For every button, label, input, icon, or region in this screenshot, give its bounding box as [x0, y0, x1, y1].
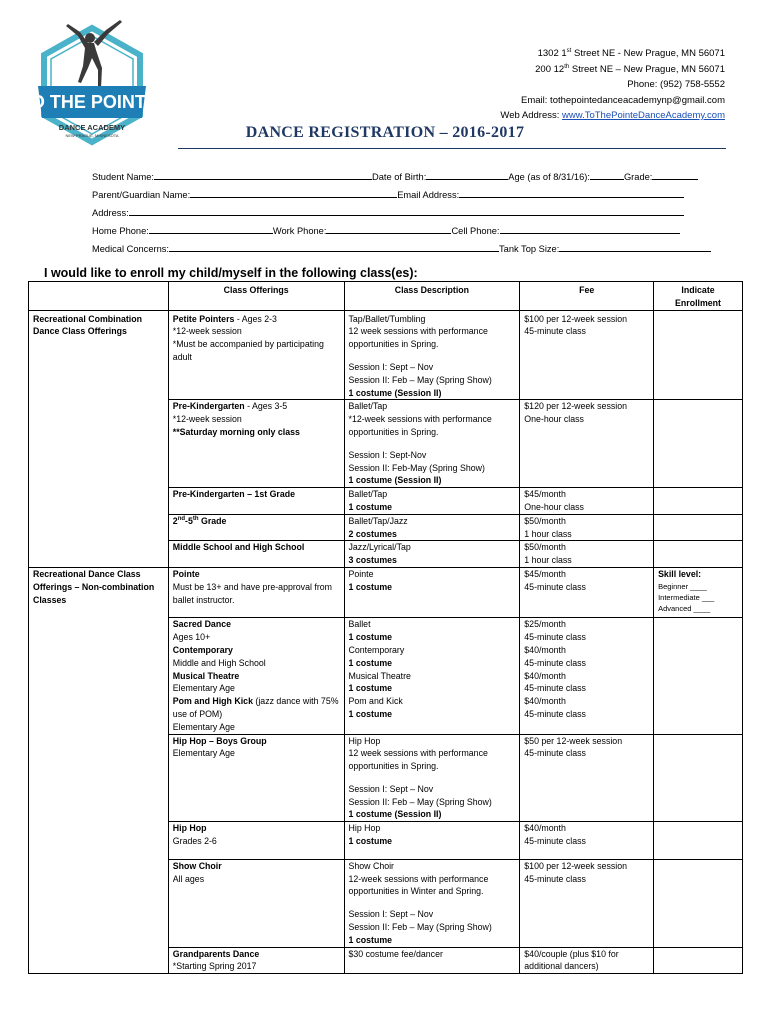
logo-sub1: DANCE ACADEMY [58, 123, 126, 132]
contact-block [500, 46, 725, 124]
home-phone-field[interactable] [149, 224, 273, 234]
grade-field[interactable] [652, 170, 698, 180]
logo-sub2: NEW PRAGUE, MINNESOTA [65, 133, 119, 138]
table-row: Sacred Dance Ages 10+ Contemporary Middle and High School Musical Theatre Elementary Age Pom and High Kick (jazz dance with 75% use of POM) Elementary Age Ballet 1 costume Contemporary 1 costume Musical Theatre 1 costume Pom and Kick 1 costume $25/month 45-minute class $40/month 45-minute class $40/month 45-minute class $40/month 45-minute class [29, 618, 743, 734]
group-non-combination: Recreational Dance Class Offerings – Non-combination Classes [29, 567, 169, 973]
col-description: Class Description [344, 282, 520, 311]
enroll-cell[interactable] [654, 859, 743, 947]
email-field[interactable] [459, 188, 684, 198]
enroll-cell[interactable] [654, 947, 743, 974]
class-table [28, 281, 743, 974]
web-address: Web Address: www.ToThePointeDanceAcademy.com [500, 110, 725, 121]
web-link[interactable]: www.ToThePointeDanceAcademy.com [562, 110, 725, 121]
col-indicate: Indicate Enrollment [654, 282, 743, 311]
work-phone-field[interactable] [326, 224, 451, 234]
enroll-cell[interactable] [654, 310, 743, 400]
table-row: Middle School and High School Jazz/Lyrical/Tap 3 costumes $50/month 1 hour class [29, 541, 743, 568]
enroll-cell[interactable] [654, 618, 743, 734]
form-line-4: Home Phone: Work Phone: Cell Phone: [92, 224, 711, 242]
tank-size-field[interactable] [559, 242, 711, 252]
table-row: Recreational Combination Dance Class Offerings Petite Pointers - Ages 2-3 *12-week session *Must be accompanied by participating adult Tap/Ballet/Tumbling 12 week sessions with performance opportunities in Spring. Session I: Sept – Nov Session II: Feb – May (Spring Show) 1 costume (Session II) $100 per 12-week session 45-minute class [29, 310, 743, 400]
enroll-cell[interactable] [654, 488, 743, 515]
logo-name: TO THE POINTE! [20, 92, 164, 112]
col-fee: Fee [520, 282, 654, 311]
form-line-3: Address: [92, 206, 711, 224]
form-line-2: Parent/Guardian Name: Email Address: [92, 188, 711, 206]
cell-phone-field[interactable] [500, 224, 680, 234]
table-row: Pre-Kindergarten - Ages 3-5 *12-week session **Saturday morning only class Ballet/Tap *12-week sessions with performance opportunities in Spring. Session I: Sept-Nov Session II: Feb-May (Spring Show) 1 costume (Session II) $120 per 12-week session One-hour class [29, 400, 743, 488]
table-row: Hip Hop – Boys Group Elementary Age Hip Hop 12 week sessions with performance opportunities in Spring. Session I: Sept – Nov Session II: Feb – May (Spring Show) 1 costume (Session II) $50 per 12-week session 45-minute class [29, 734, 743, 822]
enroll-cell[interactable] [654, 734, 743, 822]
enroll-cell[interactable]: Skill level: Beginner ____ Intermediate ___ Advanced ____ [654, 567, 743, 617]
parent-field[interactable] [190, 188, 397, 198]
enroll-cell[interactable] [654, 400, 743, 488]
email: Email: tothepointedanceacademynp@gmail.com [521, 94, 725, 106]
medical-field[interactable] [169, 242, 499, 252]
form-line-1: Student Name: Date of Birth: Age (as of 8/31/16): Grade: [92, 170, 711, 188]
table-row: Hip Hop Grades 2-6 Hip Hop 1 costume $40/month 45-minute class [29, 822, 743, 860]
group-combination: Recreational Combination Dance Class Offerings [29, 310, 169, 567]
phone: Phone: (952) 758-5552 [627, 79, 725, 90]
table-row: Show Choir All ages Show Choir 12-week sessions with performance opportunities in Winter and Spring. Session I: Sept – Nov Session II: Feb – May (Spring Show) 1 costume $100 per 12-week session 45-minute class [29, 859, 743, 947]
table-header-row [29, 282, 743, 311]
form-line-5: Medical Concerns: Tank Top Size: [92, 242, 711, 260]
table-row: 2nd-5th Grade Ballet/Tap/Jazz 2 costumes $50/month 1 hour class [29, 514, 743, 541]
address-line-1: 1302 1st Street NE - New Prague, MN 56071 [537, 47, 725, 59]
enroll-heading: I would like to enroll my child/myself in the following class(es): [44, 266, 418, 280]
table-row: Grandparents Dance *Starting Spring 2017 $30 costume fee/dancer $40/couple (plus $10 for additional dancers) [29, 947, 743, 974]
registration-form [92, 170, 711, 260]
enroll-cell[interactable] [654, 514, 743, 541]
dob-field[interactable] [426, 170, 508, 180]
enroll-cell[interactable] [654, 822, 743, 860]
title-rule [178, 148, 726, 149]
table-row: Recreational Dance Class Offerings – Non-combination Classes Pointe Must be 13+ and have pre-approval from ballet instructor. Pointe 1 costume $45/month 45-minute class Skill level: Beginner ____ Intermediate ___ Advanced ____ [29, 567, 743, 617]
student-name-field[interactable] [154, 170, 372, 180]
age-field[interactable] [590, 170, 624, 180]
enroll-cell[interactable] [654, 541, 743, 568]
col-offerings: Class Offerings [168, 282, 344, 311]
address-field[interactable] [129, 206, 684, 216]
page-title: DANCE REGISTRATION – 2016-2017 [245, 124, 525, 141]
table-row: Pre-Kindergarten – 1st Grade Ballet/Tap 1 costume $45/month One-hour class [29, 488, 743, 515]
address-line-2: 200 12th Street NE – New Prague, MN 56071 [535, 63, 725, 75]
